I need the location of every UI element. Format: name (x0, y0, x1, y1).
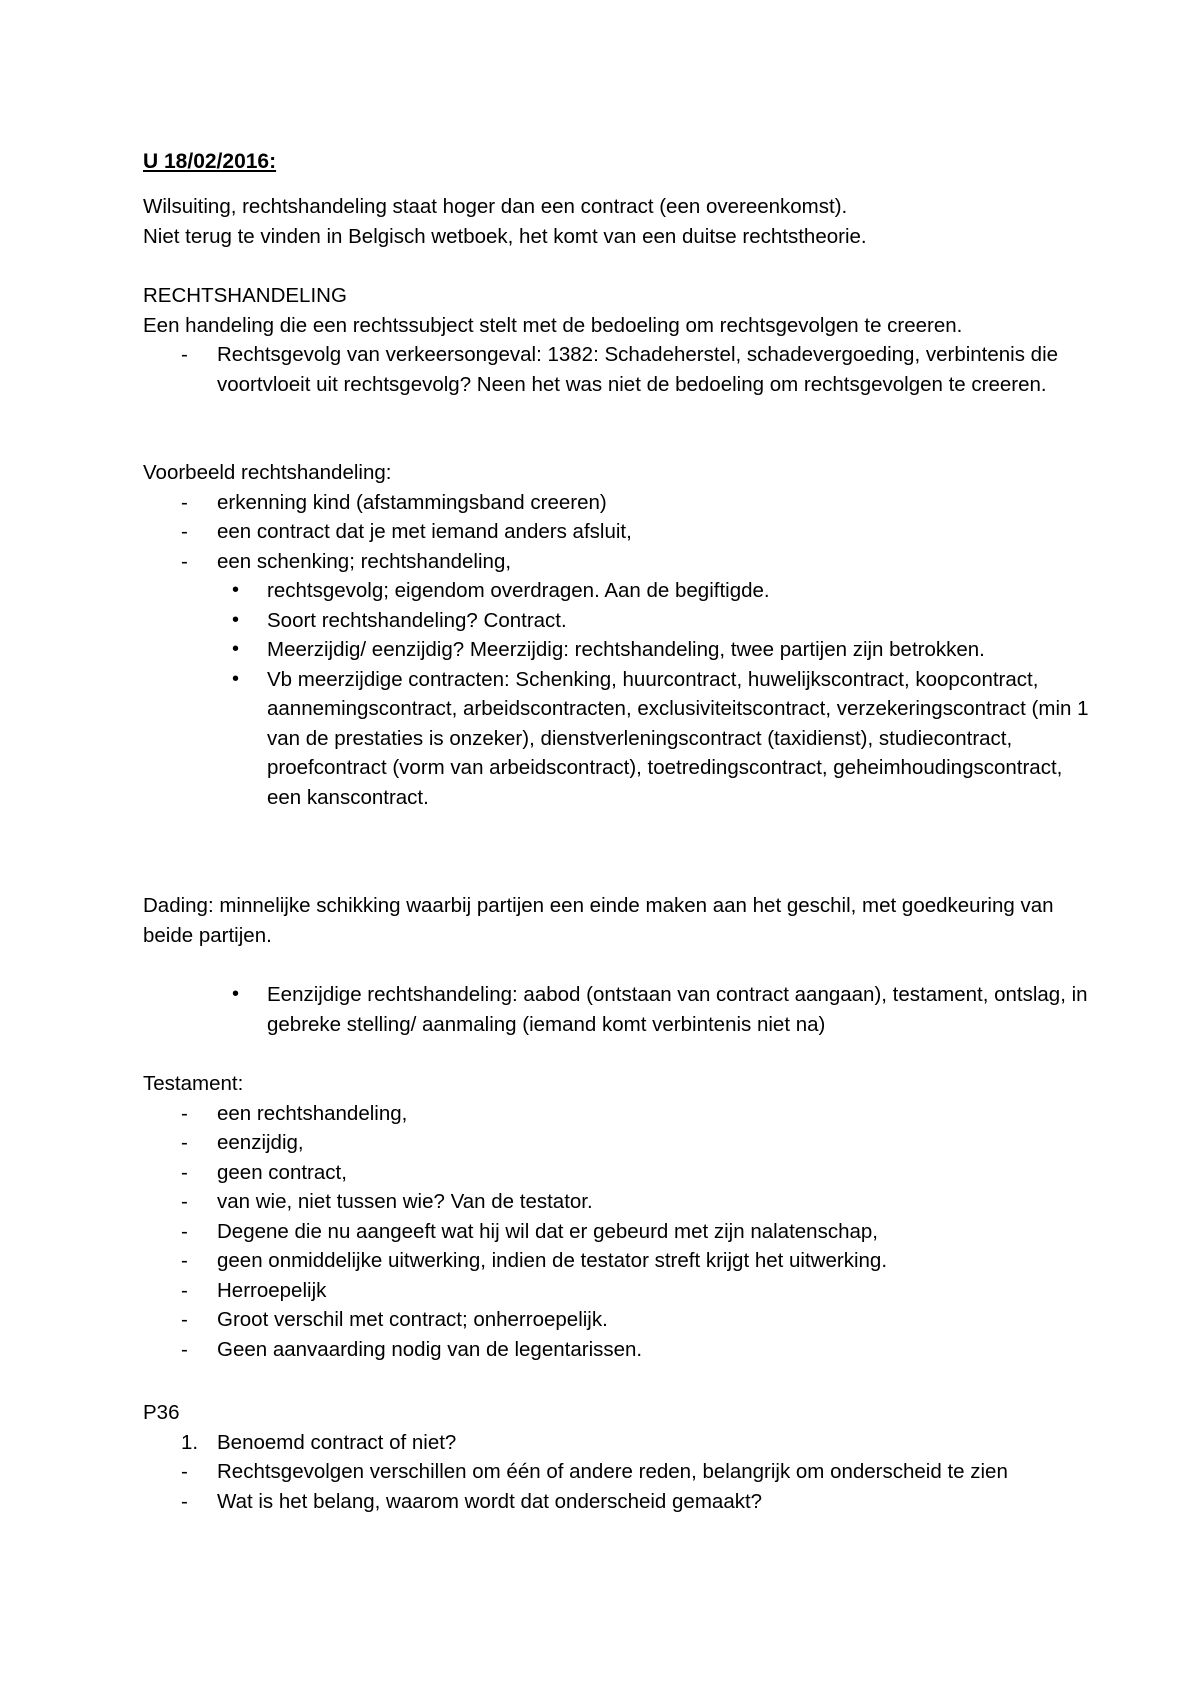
testament-section (143, 1069, 1093, 1364)
dash-marker: - (181, 549, 188, 573)
section-heading: Testament: (143, 1072, 244, 1095)
list-item-text: Degene die nu aangeeft wat hij wil dat er gebeurd met zijn nalatenschap, (217, 1219, 878, 1243)
list-item (143, 517, 1093, 547)
dash-marker: - (181, 1160, 188, 1184)
list-item-text: Geen aanvaarding nodig van de legentarissen. (217, 1337, 643, 1361)
intro-line-2: Niet terug te vinden in Belgisch wetboek, het komt van een duitse rechtstheorie. (143, 224, 867, 248)
bullet-item (143, 576, 1093, 606)
list-item-text: Rechtsgevolg van verkeersongeval: 1382: Schadeherstel, schadevergoeding, verbintenis die voortvloeit uit rechtsgevolg? Neen het was niet de bedoeling om rechtsgevolgen te creeren. (217, 343, 1059, 396)
bullet-item-text: Soort rechtshandeling? Contract. (267, 608, 567, 632)
list-item (143, 1128, 1093, 1158)
bullet-marker: • (232, 667, 240, 690)
title-text: U 18/02/2016: (143, 150, 277, 173)
bullet-marker: • (232, 983, 240, 1005)
bullet-item (143, 980, 1093, 1039)
list-item (143, 488, 1093, 518)
list-item-text: Rechtsgevolgen verschillen om één of andere reden, belangrijk om onderscheid te zien (217, 1460, 1008, 1483)
dash-marker: - (181, 1131, 188, 1154)
dash-marker: - (181, 1337, 188, 1361)
dash-marker: - (181, 520, 188, 543)
list-item-text: een schenking; rechtshandeling, (217, 549, 512, 573)
bullet-marker: • (232, 579, 240, 601)
number-marker: 1. (181, 1430, 199, 1454)
numbered-item (143, 1428, 1093, 1458)
list-item-text: geen onmiddelijke uitwerking, indien de testator streft krijgt het uitwerking. (217, 1249, 888, 1272)
bullet-item-text: Vb meerzijdige contracten: Schenking, huurcontract, huwelijkscontract, koopcontract, aannemingscontract, arbeidscontracten, exclusiviteitscontract, verzekeringscontract (min 1 van de prestaties is onzeker), dienstverleningscontract (taxidienst), studiecontract, proefcontract (vorm van arbeidscontract), toetredingscontract, geheimhoudingscontract, een kanscontract. (267, 667, 1089, 809)
dash-marker: - (181, 1249, 188, 1272)
bullet-marker: • (232, 638, 240, 660)
dading-paragraph (143, 891, 1093, 950)
list-item (143, 1335, 1093, 1365)
p36-section (143, 1398, 1093, 1516)
numbered-item-text: Benoemd contract of niet? (217, 1430, 457, 1454)
bullet-item-text: rechtsgevolg; eigendom overdragen. Aan de begiftigde. (267, 579, 770, 602)
list-item (143, 1187, 1093, 1217)
bullet-item-text: Meerzijdig/ eenzijdig? Meerzijdig: rechtshandeling, twee partijen zijn betrokken. (267, 638, 985, 661)
dash-marker: - (181, 1101, 188, 1125)
list-item-text: een rechtshandeling, (217, 1101, 408, 1125)
list-item (143, 1099, 1093, 1129)
list-item (143, 1158, 1093, 1188)
list-item (143, 1457, 1093, 1487)
list-item (143, 1246, 1093, 1276)
list-item (143, 1276, 1093, 1306)
dash-marker: - (181, 1460, 188, 1483)
bullet-item (143, 635, 1093, 665)
dash-marker: - (181, 1219, 188, 1243)
bullet-item-text: Eenzijdige rechtshandeling: aabod (ontstaan van contract aangaan), testament, ontslag, in gebreke stelling/ aanmaling (iemand komt verbintenis niet na) (267, 983, 1088, 1036)
dash-marker: - (181, 1489, 188, 1513)
list-item-text: een contract dat je met iemand anders afsluit, (217, 520, 632, 543)
list-item (143, 1217, 1093, 1247)
list-item-text: Wat is het belang, waarom wordt dat onderscheid gemaakt? (217, 1489, 763, 1513)
page-title (143, 147, 276, 177)
bullet-item (143, 665, 1093, 813)
list-item (143, 1305, 1093, 1335)
intro-line-1: Wilsuiting, rechtshandeling staat hoger dan een contract (een overeenkomst). (143, 195, 848, 218)
list-item-text: eenzijdig, (217, 1131, 304, 1154)
list-item-text: Herroepelijk (217, 1278, 327, 1302)
list-item-text: erkenning kind (afstammingsband creeren) (217, 490, 607, 514)
section-heading: Voorbeeld rechtshandeling: (143, 461, 392, 484)
dash-marker: - (181, 1278, 188, 1302)
list-item (143, 547, 1093, 577)
voorbeeld-section (143, 458, 1093, 812)
rechtshandeling-section (143, 281, 1093, 399)
dash-marker: - (181, 490, 188, 514)
section-heading: P36 (143, 1401, 180, 1424)
dash-marker: - (181, 343, 188, 366)
intro-block (143, 192, 1093, 251)
list-item-text: geen contract, (217, 1160, 347, 1184)
bullet-marker: • (232, 608, 240, 631)
list-item-text: van wie, niet tussen wie? Van de testator. (217, 1190, 593, 1213)
bullet-item (143, 606, 1093, 636)
list-item-text: Groot verschil met contract; onherroepelijk. (217, 1308, 608, 1331)
definition-text: Een handeling die een rechtssubject stelt met de bedoeling om rechtsgevolgen te creeren. (143, 313, 963, 337)
section-heading: RECHTSHANDELING (143, 284, 347, 307)
dading-text: Dading: minnelijke schikking waarbij partijen een einde maken aan het geschil, met goedkeuring van beide partijen. (143, 894, 1054, 947)
eenzijdig-block (143, 980, 1093, 1039)
list-item (143, 1487, 1093, 1517)
list-item (143, 340, 1093, 399)
dash-marker: - (181, 1190, 188, 1213)
dash-marker: - (181, 1308, 188, 1331)
